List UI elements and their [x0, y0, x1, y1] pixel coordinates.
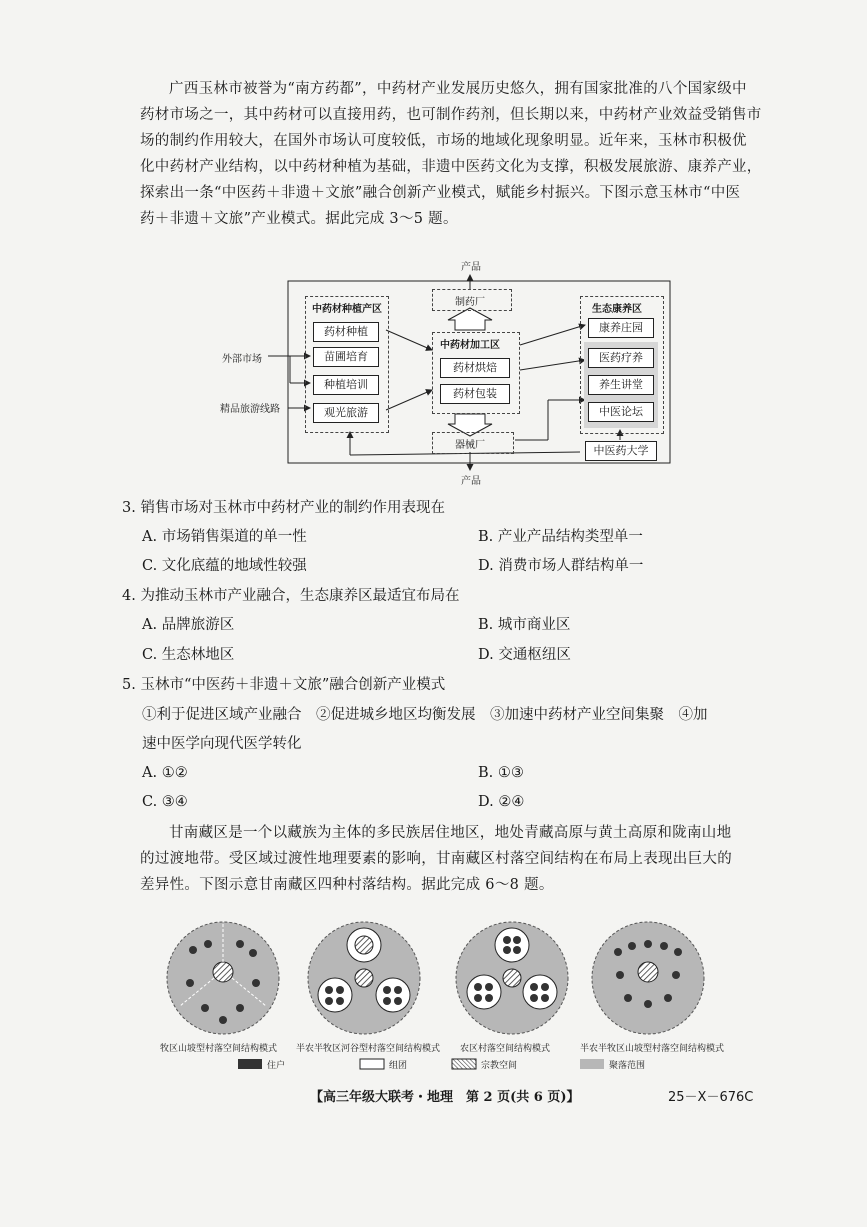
question-4: 4. 为推动玉林市产业融合，生态康养区最适宜布局在 [122, 588, 460, 604]
semi-pastoral-slope-village [592, 922, 704, 1034]
footer-code: 25－X－676C [668, 1090, 754, 1105]
option-4b: B. 城市商业区 [478, 617, 571, 633]
question-5: 5. 玉林市“中医药＋非遗＋文旅”融合创新产业模式 [122, 677, 446, 693]
legend-religious-swatch [452, 1059, 476, 1069]
footer-title: 【高三年级大联考・地理 第 2 页(共 6 页)】 [310, 1090, 580, 1105]
passage-line: 药材市场之一，其中药材可以直接用药，也可制作药剂，但长期以来，中药材产业效益受销售市 [140, 107, 762, 123]
passage-line: 的过渡地带。受区域过渡性地理要素的影响，甘南藏区村落空间结构在布局上表现出巨大的 [140, 851, 732, 867]
product-top-label: 产品 [461, 262, 481, 273]
caption-valley: 半农半牧区河谷型村落空间结构模式 [296, 1044, 441, 1054]
external-market-label: 外部市场 [222, 354, 262, 365]
passage-line: 广西玉林市被誉为“南方药都”，中药材产业发展历史悠久，拥有国家批准的八个国家级中 [169, 81, 747, 97]
caption-semi-pastoral-slope: 半农半牧区山坡型村落空间结构模式 [580, 1044, 725, 1054]
option-4d: D. 交通枢纽区 [478, 647, 571, 663]
option-5c: C. ③④ [142, 794, 188, 810]
processing-item: 药材烘焙 [440, 358, 510, 378]
tour-route-label: 精品旅游线路 [220, 404, 280, 415]
legend-settlement-range: 聚落范围 [609, 1061, 646, 1071]
option-3b: B. 产业产品结构类型单一 [478, 529, 643, 545]
valley-village [308, 922, 420, 1034]
wellness-item: 康养庄园 [588, 318, 654, 338]
product-bottom-label: 产品 [461, 476, 481, 487]
planting-zone-title: 中药材种植产区 [312, 304, 382, 315]
wellness-item: 中医论坛 [588, 402, 654, 422]
planting-item: 药材种植 [313, 322, 379, 342]
processing-item: 药材包装 [440, 384, 510, 404]
legend-cluster: 组团 [389, 1061, 408, 1071]
processing-zone-title: 中药材加工区 [440, 340, 500, 351]
option-3c: C. 文化底蕴的地域性较强 [142, 558, 307, 574]
farming-village [456, 922, 568, 1034]
question-5-statements: ①利于促进区域产业融合 ②促进城乡地区均衡发展 ③加速中药材产业空间集聚 ④加 [142, 707, 708, 723]
caption-farming: 农区村落空间结构模式 [460, 1044, 551, 1054]
legend-household-swatch [238, 1059, 262, 1069]
passage-line: 差异性。下图示意甘南藏区四种村落结构。据此完成 6～8 题。 [140, 877, 554, 893]
caption-pasture-slope: 牧区山坡型村落空间结构模式 [160, 1044, 278, 1054]
option-5d: D. ②④ [478, 794, 525, 810]
option-5b: B. ①③ [478, 765, 524, 781]
passage-line: 化中药材产业结构，以中药材种植为基础，非遗中医药文化为支撑，积极发展旅游、康养产业， [140, 159, 762, 175]
question-5-statements-cont: 速中医学向现代医学转化 [142, 736, 302, 752]
passage-line: 药＋非遗＋文旅”产业模式。据此完成 3～5 题。 [140, 211, 458, 227]
legend-settlement-swatch [580, 1059, 604, 1069]
university-box: 中医药大学 [585, 441, 657, 461]
pharma-factory: 制药厂 [455, 297, 485, 308]
option-5a: A. ①② [142, 765, 188, 781]
passage-line: 甘南藏区是一个以藏族为主体的多民族居住地区，地处青藏高原与黄土高原和陇南山地 [169, 825, 732, 841]
legend-household: 住户 [267, 1061, 286, 1071]
legend-religious-space: 宗教空间 [481, 1061, 518, 1071]
passage-line: 场的制约作用较大，在国外市场认可度较低，市场的地域化现象明显。近年来，玉林市积极优 [140, 133, 747, 149]
wellness-zone-title: 生态康养区 [592, 304, 642, 315]
option-3d: D. 消费市场人群结构单一 [478, 558, 644, 574]
wellness-item: 养生讲堂 [588, 375, 654, 395]
machinery-factory: 器械厂 [455, 440, 485, 451]
option-4c: C. 生态林地区 [142, 647, 235, 663]
question-3: 3. 销售市场对玉林市中药材产业的制约作用表现在 [122, 500, 445, 516]
passage-line: 探索出一条“中医药＋非遗＋文旅”融合创新产业模式，赋能乡村振兴。下图示意玉林市“中医 [140, 185, 741, 201]
legend-cluster-swatch [360, 1059, 384, 1069]
wellness-item: 医药疗养 [588, 348, 654, 368]
pasture-slope-village [167, 922, 279, 1034]
option-3a: A. 市场销售渠道的单一性 [142, 529, 307, 545]
planting-item: 观光旅游 [313, 403, 379, 423]
option-4a: A. 品牌旅游区 [142, 617, 235, 633]
planting-item: 种植培训 [313, 375, 379, 395]
planting-item: 苗圃培育 [313, 347, 379, 367]
